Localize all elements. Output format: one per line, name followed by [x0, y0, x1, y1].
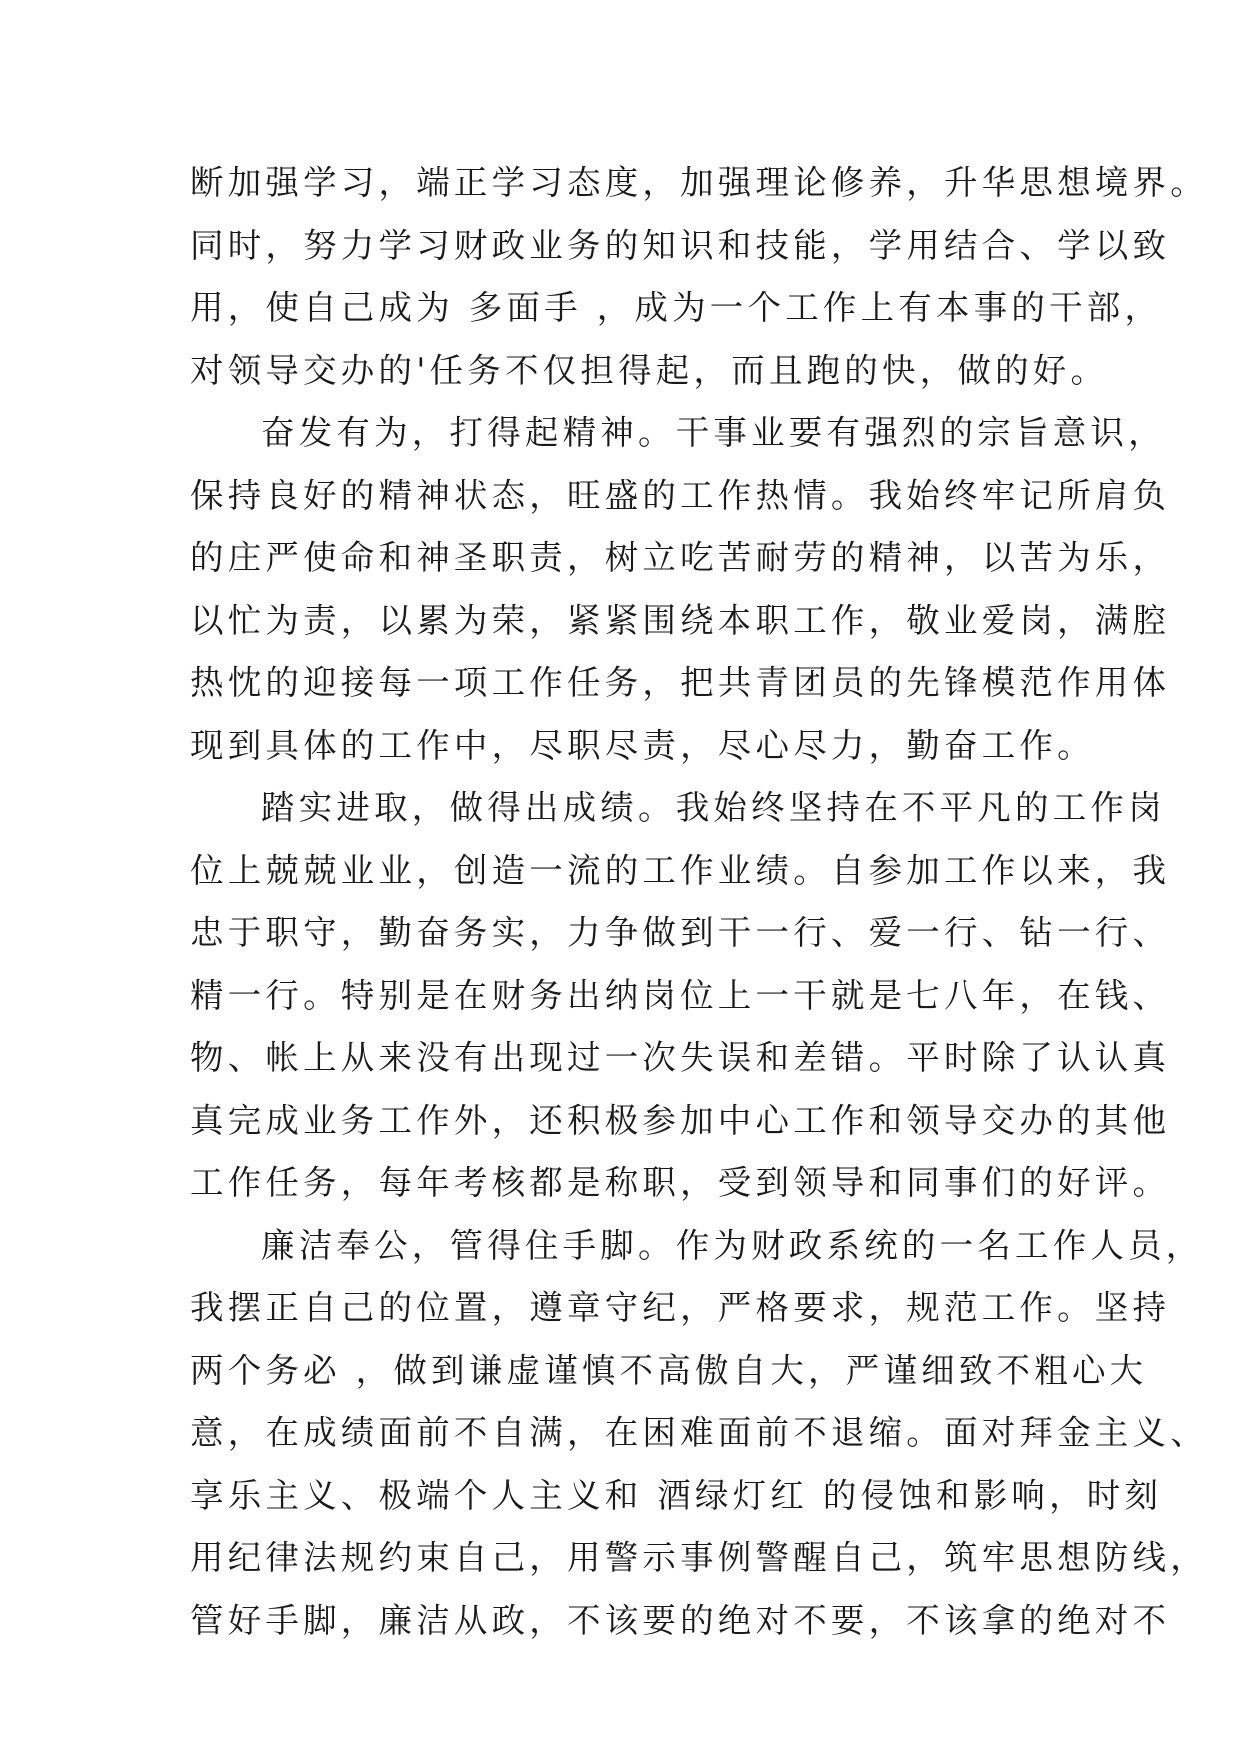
text-line: 热忱的迎接每一项工作任务，把共青团员的先锋模范作用体 [190, 663, 1171, 702]
text-line: 物、帐上从来没有出现过一次失误和差错。平时除了认认真 [190, 1038, 1171, 1077]
text-line: 意，在成绩面前不自满，在困难面前不退缩。面对拜金主义、 [190, 1413, 1208, 1452]
text-line: 现到具体的工作中，尽职尽责，尽心尽力，勤奋工作。 [190, 725, 1095, 765]
text-line: 我摆正自己的位置，遵章守纪，严格要求，规范工作。坚持 [190, 1288, 1171, 1327]
text-line: 对领导交办的'任务不仅担得起，而且跑的快，做的好。 [190, 350, 1109, 390]
text-line: 位上兢兢业业，创造一流的工作业绩。自参加工作以来，我 [190, 850, 1171, 890]
text-line: 断加强学习，端正学习态度，加强理论修养，升华思想境界。 [190, 163, 1208, 202]
paragraph-first-line: 踏实进取，做得出成绩。我始终坚持在不平凡的工作岗 [261, 788, 1166, 827]
text-line: 同时，努力学习财政业务的知识和技能，学用结合、学以致 [190, 225, 1171, 265]
text-line: 两个务必 ，做到谦虚谨慎不高傲自大，严谨细致不粗心大 [190, 1350, 1148, 1390]
text-line: 工作任务，每年考核都是称职，受到领导和同事们的好评。 [190, 1163, 1171, 1202]
text-line: 保持良好的精神状态，旺盛的工作热情。我始终牢记所肩负 [190, 475, 1171, 515]
text-line: 用纪律法规约束自己，用警示事例警醒自己，筑牢思想防线， [190, 1538, 1208, 1577]
text-line: 忠于职守，勤奋务实，力争做到干一行、爱一行、钻一行、 [190, 913, 1171, 952]
paragraph-first-line: 廉洁奉公，管得住手脚。作为财政系统的一名工作人员， [261, 1225, 1204, 1265]
paragraph-first-line: 奋发有为，打得起精神。干事业要有强烈的宗旨意识， [261, 413, 1166, 452]
text-line: 享乐主义、极端个人主义和 酒绿灯红 的侵蚀和影响，时刻 [190, 1475, 1163, 1515]
text-line: 管好手脚，廉洁从政，不该要的绝对不要，不该拿的绝对不 [190, 1600, 1171, 1640]
text-line: 以忙为责，以累为荣，紧紧围绕本职工作，敬业爱岗，满腔 [190, 600, 1171, 640]
text-line: 的庄严使命和神圣职责，树立吃苦耐劳的精神，以苦为乐， [190, 538, 1171, 577]
body-text [190, 152, 1208, 1652]
text-line: 精一行。特别是在财务出纳岗位上一干就是七八年，在钱、 [190, 975, 1171, 1015]
text-line: 用，使自己成为 多面手 ，成为一个工作上有本事的干部， [190, 288, 1163, 327]
text-line: 真完成业务工作外，还积极参加中心工作和领导交办的其他 [190, 1100, 1171, 1140]
